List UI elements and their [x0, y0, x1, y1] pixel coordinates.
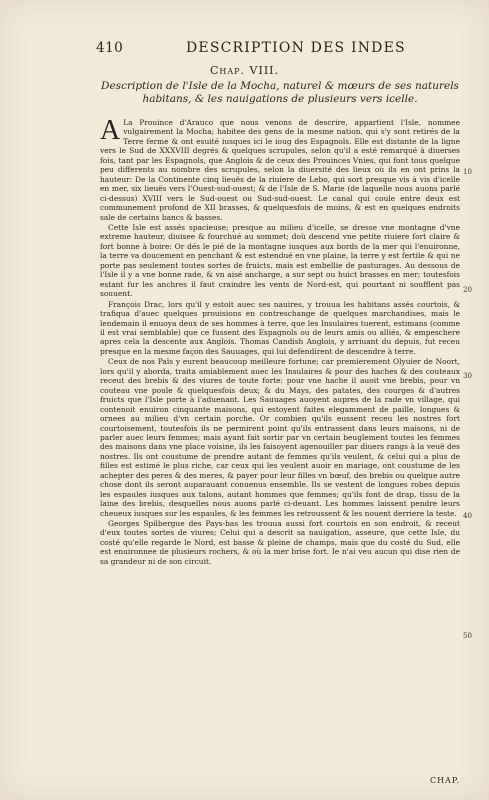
line-number: 40: [463, 512, 472, 520]
chapter-heading: Chap. VIII.: [209, 64, 280, 77]
line-number: 20: [463, 286, 472, 294]
paragraph-text: La Prouince d'Arauco que nous venons de descrire, appartient l'Isle, nommee vulgairement la Mocha; habitee des gens de la mesme nation, qui s'y sont retirés de la Terre ferme & ont esuité iusques ici le ioug des Espagnols. Elle est distante de la ligne vers le Sud de XXXVIII degrés & quelques scrupules, selon qu'il a esté remarqué à diuerses fois, tant par les Espagnols, que Anglois & de ceux des Prouinces Vnies, qui font tous quelque peu differents au nombre des scrupules, selon la diuersité des lieux où ils en ont prins la hauteur: De la Continente cinq lieuës de la riuiere de Lebo, qui sort presque vis à vis d'icelle en mer, six lieuës vers l'Ouest-sud-ouest; & de l'Isle de S. Marie (de laquelle nous auons parlé ci-dessus) XVIII vers le Sud-ouest ou Sud-sud-ouest. Le canal qui coule entre deux est communement profond de XII brasses, & quelquesfois de moins, & est en quelques endroits sale de certains bancs & basses.: [100, 118, 460, 222]
paragraph: Cette Isle est assés spacieuse; presque au milieu d'icelle, se dresse vne montagne d'vne extreme hauteur, diuisee & fourchué au sommet; doù descend vne petite riuiere fort claire & fort bonne à boire: Or dés le pié de la montagne iusques aux bords de la mer qui l'enuironne, la terre va doucement en penchant & est estendué en vne plaine, la terre y est fertile & qui ne porte pas seulement toutes sortes de fruicts, mais est embellie de pasturages. Au dessous de l'Isle il y a vne bonne rade, & vn aisé ancharge, a sur sept ou huict brasses en mer; toutesfois estant fur les anchres il faut craindre les vents de Nord-est, qui pourtant ni soufflent pas souuent.: [100, 222, 460, 299]
paragraph: François Drac, lors qu'il y estoit auec ses nauires, y trouua les habitans assés courtois, & trafiqua d'auec quelques prouisions en contreschange de quelques marchandises, mais le lendemain il enuoya deux de ses hommes à terre, que les Insulaires tuerent, estimans (comme il est vrai semblable) que ce fussent des Espagnols ou de leurs amis ou alliés, & empeschere apres cela la descente aux Anglois. Thomas Candish Anglois, y arriuant du depuis, fut receu presque en la mesme façon des Sauuages, qui lui defendirent de descendre à terre.: [100, 299, 460, 356]
line-number: 50: [463, 632, 472, 640]
page-number: 410: [96, 40, 124, 56]
paragraph: [100, 115, 460, 222]
drop-cap: A: [100, 115, 121, 146]
paragraph: Georges Spilbergue des Pays-bas les trouua aussi fort courtois en son endroit, & receut d'eux toutes sortes de viures; Celui qui a descrit sa nauigation, asseure, que cette Isle, du costé qu'elle regarde le Nord, est basse & pleine de champs, mais que du costé du Sud, elle est enuironnee de plusieurs rochers, & où la mer brise fort. Ie n'ai veu aucun qui dise rien de sa grandeur ni de son circuit.: [100, 519, 460, 566]
running-title: DESCRIPTION DES INDES: [186, 40, 406, 56]
paragraph: Ceux de nos Païs y eurent beaucoup meilleure fortune; car premierement Olyuier de Noort, lors qu'il y aborda, traita amiablement auec les Insulaires & pour des haches & des couteaux receut des brebis & des viures de toute forte: pour vne hache il auoit vne brebis, pour vn couteau vne poule & quelquesfois deux; & du Mays, des patates, des courges & d'autres fruicts que l'Isle porte à l'aduenant. Les Sauuages auoyent aupres de la rade vn village, qui contenoit enuiron cinquante maisons, qui estoyent faites elegamment de paille, longues & ornees au milieu d'vn certain porche. Or combien qu'ils eussent receu les nostres fort courtoisement, toutesfois ils ne permirent point qu'ils entrassent dans leurs maisons, ni de parler auec leurs femmes; mais ayant fait sortir par vn certain beuglement toutes les femmes des maisons dans vne place voisine, ils les faisoyent agenouiller par diuers rangs à la veuë des nostres. Ils ont coustume de prendre autant de femmes qu'ils veulent, & celui qui a plus de filles est estimé le plus riche, car ceux qui les veulent auoir en mariage, ont coustume de les achepter des peres & des meres, & payer pour leur filles vn bœuf, des brebis ou quelque autre chose dont ils seront auparauant conuenus ensemble. Ils se vestent de longues robes depuis les espaules iusques aux talons, autant hommes que femmes; qu'ils font de drap, tissu de la laine des brebis, desquelles nous auons parlé ci-deuant. Les hommes laissent pendre leurs cheueux iusques sur les espaules, & les femmes les retroussent & les nouent derriere la teste.: [100, 357, 460, 518]
body-text: [100, 115, 460, 567]
line-number: 30: [463, 372, 472, 380]
line-number: 10: [463, 168, 472, 176]
chapter-subtitle: Description de l'Isle de la Mocha, naturel & mœurs de ses naturels habitans, & les nauigations de plusieurs vers icelle.: [101, 80, 459, 105]
catchword: CHAP.: [430, 776, 461, 785]
